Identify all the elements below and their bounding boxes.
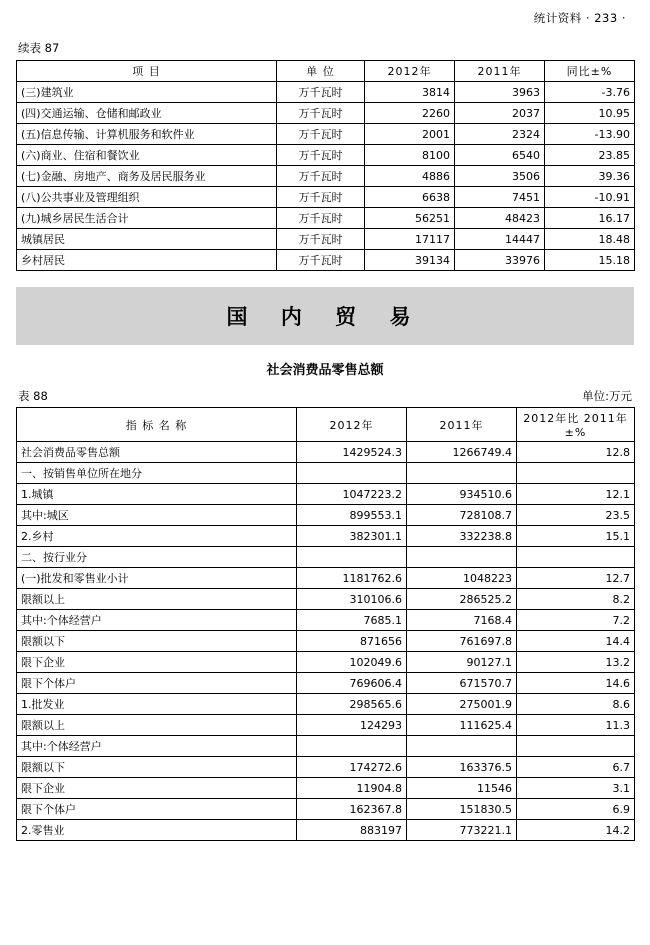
row-value-2011 bbox=[407, 547, 517, 568]
col-header-2011: 2011年 bbox=[455, 61, 545, 82]
table-row bbox=[17, 799, 635, 820]
row-value-2012 bbox=[297, 547, 407, 568]
row-label: 社会消费品零售总额 bbox=[17, 442, 297, 463]
row-value-2011: 3506 bbox=[455, 166, 545, 187]
row-value-pct: 39.36 bbox=[545, 166, 635, 187]
row-label: (八)公共事业及管理组织 bbox=[17, 187, 277, 208]
col-header-2012: 2012年 bbox=[365, 61, 455, 82]
table-row bbox=[17, 589, 635, 610]
row-value-2011: 671570.7 bbox=[407, 673, 517, 694]
row-value-2012: 310106.6 bbox=[297, 589, 407, 610]
row-unit: 万千瓦时 bbox=[277, 187, 365, 208]
row-label: 限下个体户 bbox=[17, 673, 297, 694]
row-label: 限下企业 bbox=[17, 778, 297, 799]
row-label: 限额以下 bbox=[17, 631, 297, 652]
table-row bbox=[17, 82, 635, 103]
row-label: 2.乡村 bbox=[17, 526, 297, 547]
row-value-2012: 871656 bbox=[297, 631, 407, 652]
table-87 bbox=[16, 60, 635, 271]
row-value-2011: 163376.5 bbox=[407, 757, 517, 778]
row-label: 二、按行业分 bbox=[17, 547, 297, 568]
section-banner bbox=[16, 287, 634, 345]
row-value-2011: 1048223 bbox=[407, 568, 517, 589]
row-unit: 万千瓦时 bbox=[277, 103, 365, 124]
row-value-2011: 761697.8 bbox=[407, 631, 517, 652]
row-value-2012: 4886 bbox=[365, 166, 455, 187]
row-label: 一、按销售单位所在地分 bbox=[17, 463, 297, 484]
col-header-unit: 单 位 bbox=[277, 61, 365, 82]
row-value-2011: 6540 bbox=[455, 145, 545, 166]
row-value-2012: 7685.1 bbox=[297, 610, 407, 631]
row-label: 限额以上 bbox=[17, 715, 297, 736]
table-87-label: 续表 87 bbox=[18, 41, 60, 55]
row-value-pct: 12.7 bbox=[517, 568, 635, 589]
row-value-pct: 18.48 bbox=[545, 229, 635, 250]
row-label: (七)金融、房地产、商务及居民服务业 bbox=[17, 166, 277, 187]
row-value-pct: -13.90 bbox=[545, 124, 635, 145]
row-value-2011: 1266749.4 bbox=[407, 442, 517, 463]
col-header-pct: 2012年比 2011年±% bbox=[517, 408, 635, 442]
row-label: 1.城镇 bbox=[17, 484, 297, 505]
row-value-2011 bbox=[407, 736, 517, 757]
table-row bbox=[17, 820, 635, 841]
row-value-pct: 12.1 bbox=[517, 484, 635, 505]
row-unit: 万千瓦时 bbox=[277, 166, 365, 187]
table-row bbox=[17, 568, 635, 589]
row-value-2011: 151830.5 bbox=[407, 799, 517, 820]
table-row bbox=[17, 505, 635, 526]
row-value-pct: -10.91 bbox=[545, 187, 635, 208]
col-header-item: 项 目 bbox=[17, 61, 277, 82]
table-row bbox=[17, 694, 635, 715]
row-unit: 万千瓦时 bbox=[277, 229, 365, 250]
table-88-header-row bbox=[17, 408, 635, 442]
row-value-2011: 90127.1 bbox=[407, 652, 517, 673]
row-unit: 万千瓦时 bbox=[277, 124, 365, 145]
row-value-pct: 12.8 bbox=[517, 442, 635, 463]
table-row bbox=[17, 778, 635, 799]
row-value-2011: 14447 bbox=[455, 229, 545, 250]
row-value-2012: 8100 bbox=[365, 145, 455, 166]
table-row bbox=[17, 229, 635, 250]
row-value-pct: 8.2 bbox=[517, 589, 635, 610]
table-row bbox=[17, 187, 635, 208]
table-88-label-row bbox=[16, 388, 634, 404]
row-value-2012: 2260 bbox=[365, 103, 455, 124]
row-value-2011: 275001.9 bbox=[407, 694, 517, 715]
table-row bbox=[17, 124, 635, 145]
row-value-2012: 1181762.6 bbox=[297, 568, 407, 589]
row-value-2012: 298565.6 bbox=[297, 694, 407, 715]
table-row bbox=[17, 736, 635, 757]
table-row bbox=[17, 484, 635, 505]
row-value-pct: 11.3 bbox=[517, 715, 635, 736]
row-value-2011: 111625.4 bbox=[407, 715, 517, 736]
row-value-2011 bbox=[407, 463, 517, 484]
row-value-pct: 14.4 bbox=[517, 631, 635, 652]
table-row bbox=[17, 526, 635, 547]
table-88-subtitle: 社会消费品零售总额 bbox=[266, 363, 384, 378]
row-value-2011: 2324 bbox=[455, 124, 545, 145]
col-header-2011: 2011年 bbox=[407, 408, 517, 442]
table-row bbox=[17, 145, 635, 166]
row-value-pct bbox=[517, 736, 635, 757]
table-88-label: 表 88 bbox=[18, 389, 48, 403]
row-value-2012 bbox=[297, 463, 407, 484]
row-value-2012: 124293 bbox=[297, 715, 407, 736]
table-row bbox=[17, 547, 635, 568]
row-label: 1.批发业 bbox=[17, 694, 297, 715]
row-label: (五)信息传输、计算机服务和软件业 bbox=[17, 124, 277, 145]
row-value-pct: 8.6 bbox=[517, 694, 635, 715]
row-label: 2.零售业 bbox=[17, 820, 297, 841]
row-value-2012: 17117 bbox=[365, 229, 455, 250]
row-value-pct: 13.2 bbox=[517, 652, 635, 673]
row-value-pct: -3.76 bbox=[545, 82, 635, 103]
table-row bbox=[17, 208, 635, 229]
table-row bbox=[17, 652, 635, 673]
table-row bbox=[17, 463, 635, 484]
table-row bbox=[17, 610, 635, 631]
row-value-2012: 174272.6 bbox=[297, 757, 407, 778]
table-row bbox=[17, 442, 635, 463]
row-value-2012: 6638 bbox=[365, 187, 455, 208]
row-value-2011: 728108.7 bbox=[407, 505, 517, 526]
row-value-2012 bbox=[297, 736, 407, 757]
row-value-2011: 11546 bbox=[407, 778, 517, 799]
table-row bbox=[17, 757, 635, 778]
row-value-pct: 10.95 bbox=[545, 103, 635, 124]
row-value-pct: 15.18 bbox=[545, 250, 635, 271]
row-value-2012: 382301.1 bbox=[297, 526, 407, 547]
row-label: (四)交通运输、仓储和邮政业 bbox=[17, 103, 277, 124]
table-row bbox=[17, 166, 635, 187]
row-value-pct: 14.6 bbox=[517, 673, 635, 694]
row-unit: 万千瓦时 bbox=[277, 208, 365, 229]
table-87-header-row bbox=[17, 61, 635, 82]
row-value-pct bbox=[517, 547, 635, 568]
row-value-pct: 14.2 bbox=[517, 820, 635, 841]
row-value-2012: 3814 bbox=[365, 82, 455, 103]
row-value-2011: 286525.2 bbox=[407, 589, 517, 610]
row-value-2011: 2037 bbox=[455, 103, 545, 124]
row-value-pct bbox=[517, 463, 635, 484]
row-label: 其中:城区 bbox=[17, 505, 297, 526]
row-label: (一)批发和零售业小计 bbox=[17, 568, 297, 589]
row-value-pct: 7.2 bbox=[517, 610, 635, 631]
row-label: 限下个体户 bbox=[17, 799, 297, 820]
row-value-pct: 16.17 bbox=[545, 208, 635, 229]
col-header-pct: 同比±% bbox=[545, 61, 635, 82]
row-label: 其中:个体经营户 bbox=[17, 736, 297, 757]
row-value-2012: 162367.8 bbox=[297, 799, 407, 820]
row-value-pct: 23.85 bbox=[545, 145, 635, 166]
row-unit: 万千瓦时 bbox=[277, 250, 365, 271]
row-value-2011: 934510.6 bbox=[407, 484, 517, 505]
col-header-2012: 2012年 bbox=[297, 408, 407, 442]
row-label: 其中:个体经营户 bbox=[17, 610, 297, 631]
page-header: 统计资料 · 233 · bbox=[533, 11, 626, 25]
row-value-2011: 773221.1 bbox=[407, 820, 517, 841]
row-unit: 万千瓦时 bbox=[277, 145, 365, 166]
section-title: 国 内 贸 易 bbox=[226, 304, 424, 329]
row-label: 限额以下 bbox=[17, 757, 297, 778]
table-row bbox=[17, 673, 635, 694]
table-row bbox=[17, 103, 635, 124]
row-label: 限额以上 bbox=[17, 589, 297, 610]
table-88-unit-note: 单位:万元 bbox=[582, 389, 632, 403]
row-value-2011: 48423 bbox=[455, 208, 545, 229]
row-label: 限下企业 bbox=[17, 652, 297, 673]
row-value-2011: 3963 bbox=[455, 82, 545, 103]
row-value-pct: 6.7 bbox=[517, 757, 635, 778]
row-value-pct: 6.9 bbox=[517, 799, 635, 820]
col-header-indicator: 指 标 名 称 bbox=[17, 408, 297, 442]
row-value-2011: 33976 bbox=[455, 250, 545, 271]
row-value-2011: 7451 bbox=[455, 187, 545, 208]
row-label: (九)城乡居民生活合计 bbox=[17, 208, 277, 229]
row-label: (三)建筑业 bbox=[17, 82, 277, 103]
row-value-2012: 56251 bbox=[365, 208, 455, 229]
row-value-2011: 7168.4 bbox=[407, 610, 517, 631]
row-value-2012: 1047223.2 bbox=[297, 484, 407, 505]
row-value-2012: 883197 bbox=[297, 820, 407, 841]
row-value-2012: 11904.8 bbox=[297, 778, 407, 799]
row-value-2012: 899553.1 bbox=[297, 505, 407, 526]
table-88 bbox=[16, 407, 635, 841]
row-value-pct: 3.1 bbox=[517, 778, 635, 799]
table-row bbox=[17, 250, 635, 271]
row-value-2012: 2001 bbox=[365, 124, 455, 145]
row-label: (六)商业、住宿和餐饮业 bbox=[17, 145, 277, 166]
table-row bbox=[17, 631, 635, 652]
row-value-pct: 23.5 bbox=[517, 505, 635, 526]
row-value-2012: 1429524.3 bbox=[297, 442, 407, 463]
row-value-pct: 15.1 bbox=[517, 526, 635, 547]
row-value-2011: 332238.8 bbox=[407, 526, 517, 547]
row-value-2012: 39134 bbox=[365, 250, 455, 271]
row-label: 乡村居民 bbox=[17, 250, 277, 271]
table-row bbox=[17, 715, 635, 736]
row-unit: 万千瓦时 bbox=[277, 82, 365, 103]
row-value-2012: 769606.4 bbox=[297, 673, 407, 694]
row-value-2012: 102049.6 bbox=[297, 652, 407, 673]
row-label: 城镇居民 bbox=[17, 229, 277, 250]
